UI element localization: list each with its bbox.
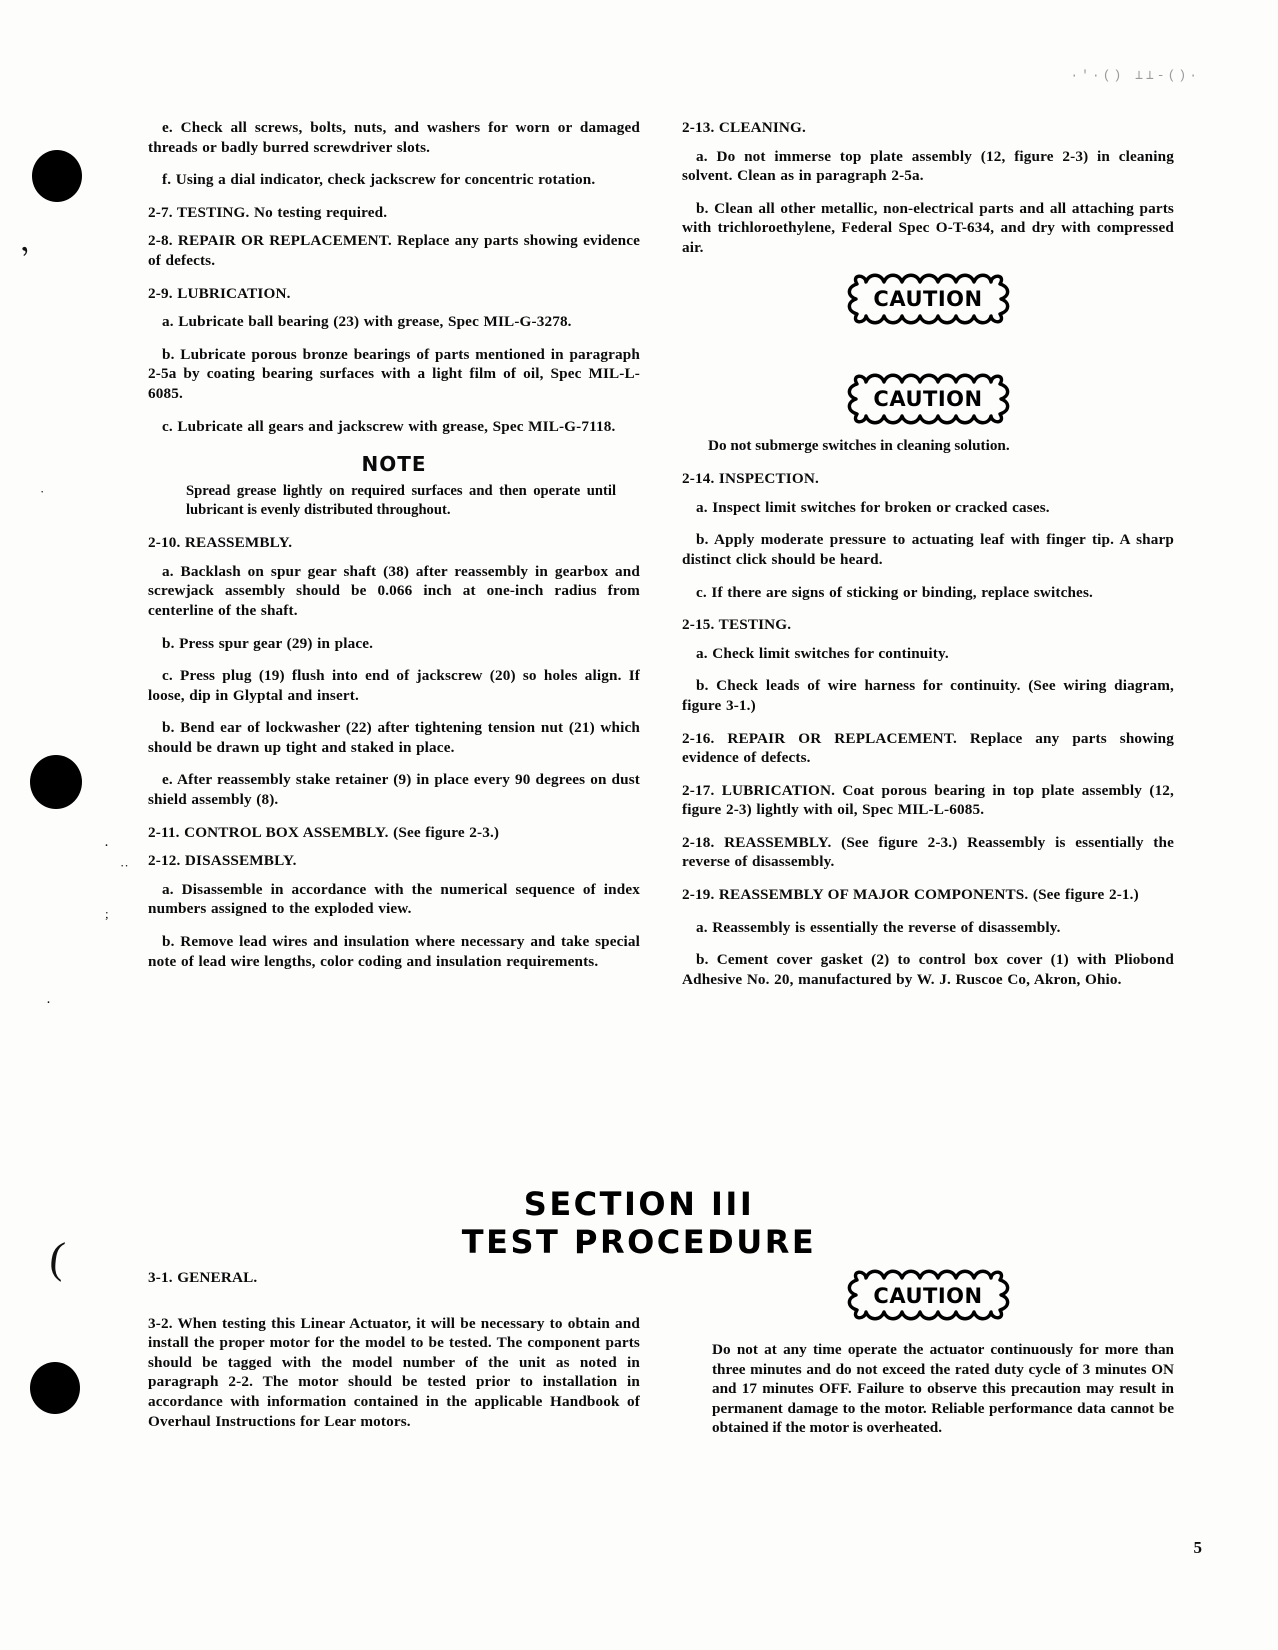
paragraph-2-6f: f. Using a dial indicator, check jackscrew for concentric rotation. [162,171,596,189]
paragraph-2-12a: a. Disassemble in accordance with the numerical sequence of index numbers assigned to the exploded view. [148,880,640,918]
section-heading-line-2: TEST PROCEDURE [461,1223,817,1261]
caution-banner-1 [839,272,1017,326]
paragraph-2-10d: b. Bend ear of lockwasher (22) after tightening tension nut (21) which should be drawn up tight and staked in place. [148,719,640,756]
paragraph-2-14b: b. Apply moderate pressure to actuating leaf with finger tip. A sharp distinct click should be heard. [682,531,1174,568]
paragraph-2-9a: a. Lubricate ball bearing (23) with grease, Spec MIL-G-3278. [162,313,572,331]
section-heading [0,1185,1278,1261]
paragraph-2-10c: c. Press plug (19) flush into end of jackscrew (20) so holes align. If loose, dip in Glyptal and insert. [148,667,640,704]
paragraph-3-1: 3-1. GENERAL. [148,1269,258,1286]
paragraph-2-12: 2-12. DISASSEMBLY. [148,852,297,870]
paragraph-2-16: 2-16. REPAIR OR REPLACEMENT. Replace any parts showing evidence of defects. [682,729,1174,767]
caution-banner-1-label: CAUTION [873,287,983,312]
paragraph-2-9b: b. Lubricate porous bronze bearings of parts mentioned in paragraph 2-5a by coating bearing surfaces with a light film of oil, Spec MIL-L-6085. [148,345,640,402]
paragraph-2-10b: b. Press spur gear (29) in place. [162,634,374,652]
punch-hole-mark-2 [30,755,82,809]
lower-left-column [148,1268,640,1444]
caution-banner-3-wrap [682,1268,1174,1322]
paragraph-2-14c: c. If there are signs of sticking or binding, replace switches. [696,583,1093,601]
caution-banner-3-label: CAUTION [873,1283,983,1308]
binder-mark-2: ( [47,1232,68,1283]
paragraph-2-10: 2-10. REASSEMBLY. [148,534,293,552]
speck-mark-3: · [40,484,45,499]
paragraph-2-13a: a. Do not immerse top plate assembly (12, figure 2-3) in cleaning solvent. Clean as in paragraph 2-5a. [682,147,1174,185]
paragraph-2-6e: e. Check all screws, bolts, nuts, and washers for worn or damaged threads or badly burred screwdriver slots. [148,119,640,156]
paragraph-2-19: 2-19. REASSEMBLY OF MAJOR COMPONENTS. (See figure 2-1.) [682,886,1139,904]
paragraph-2-7: 2-7. TESTING. No testing required. [148,203,388,221]
punch-hole-mark-3 [30,1362,80,1414]
note-body: Spread grease lightly on required surfaces and then operate until lubricant is evenly distributed throughout. [186,483,616,519]
paragraph-2-14: 2-14. INSPECTION. [682,470,819,488]
paragraph-2-13: 2-13. CLEANING. [682,119,806,136]
caution-banner-1-wrap [682,272,1174,326]
paragraph-2-15a: a. Check limit switches for continuity. [696,644,949,662]
paragraph-2-9c: c. Lubricate all gears and jackscrew with grease, Spec MIL-G-7118. [162,417,616,435]
paragraph-2-14a: a. Inspect limit switches for broken or cracked cases. [696,498,1050,516]
caution-banner-2-wrap [682,372,1174,426]
paragraph-2-19a: a. Reassembly is essentially the reverse of disassembly. [696,918,1061,936]
paragraph-2-11: 2-11. CONTROL BOX ASSEMBLY. (See figure 2-3.) [148,823,500,841]
paragraph-2-13b: b. Clean all other metallic, non-electrical parts and all attaching parts with trichloroethylene, Federal Spec O-T-634, and dry with compressed air. [682,199,1174,256]
speck-mark-4: · [46,995,51,1011]
caution-banner-3 [839,1268,1017,1322]
paragraph-2-8: 2-8. REPAIR OR REPLACEMENT. Replace any parts showing evidence of defects. [148,232,640,269]
paragraph-2-17: 2-17. LUBRICATION. Coat porous bearing in top plate assembly (12, figure 2-3) lightly with oil, Spec MIL-L-6085. [682,781,1174,819]
caution-2-text: Do not submerge switches in cleaning solution. [708,436,1010,454]
speck-mark-1: · [104,838,109,854]
caution-banner-2 [839,372,1017,426]
paragraph-2-10e: e. After reassembly stake retainer (9) in place every 90 degrees on dust shield assembly (8). [148,771,640,809]
caution-banner-2-label: CAUTION [873,387,983,412]
paragraph-3-2: 3-2. When testing this Linear Actuator, it will be necessary to obtain and install the proper motor for the model to be tested. The component parts should be tagged with the model number of the unit as noted in paragraph 2-2. The motor should be tested prior to installation in accordance with information contained in the applicable Handbook of Overhaul Instructions for Lear motors. [148,1314,640,1430]
punch-hole-mark-1 [32,150,82,202]
paragraph-2-15b: b. Check leads of wire harness for continuity. (See wiring diagram, figure 3-1.) [682,677,1174,714]
paragraph-2-19b: b. Cement cover gasket (2) to control box cover (1) with Pliobond Adhesive No. 20, manufactured by W. J. Ruscoe Co, Akron, Ohio. [682,951,1174,988]
right-column [682,118,1174,1002]
note-heading: NOTE [361,452,427,477]
paragraph-2-12b: b. Remove lead wires and insulation where necessary and take special note of lead wire lengths, color coding and insulation requirements. [148,933,640,970]
paragraph-2-18: 2-18. REASSEMBLY. (See figure 2-3.) Reassembly is essentially the reverse of disassembly. [682,833,1174,871]
lower-right-column [682,1268,1174,1452]
paragraph-2-9: 2-9. LUBRICATION. [148,284,291,302]
binder-mark-1: ’ [16,239,39,278]
section-heading-line-1: SECTION III [523,1185,755,1223]
caution-3-text: Do not at any time operate the actuator continuously for more than three minutes and do not exceed the rated duty cycle of 3 minutes ON and 17 minutes OFF. Failure to observe this precaution may result in permanent damage to the motor. Reliable performance data cannot be obtained if the motor is overheated. [712,1341,1174,1437]
paragraph-2-15: 2-15. TESTING. [682,616,792,634]
speck-mark-2: ·· [120,858,129,873]
paragraph-2-10a: a. Backlash on spur gear shaft (38) after reassembly in gearbox and screwjack assembly should be 0.066 inch at one-inch radius from centerline of the shaft. [148,562,640,619]
header-marginalia: ·'·() ⊥⊥-()· [1070,68,1200,83]
page-number: 5 [1193,1538,1202,1557]
left-column [148,118,640,984]
speck-mark-5: ; [105,906,109,921]
